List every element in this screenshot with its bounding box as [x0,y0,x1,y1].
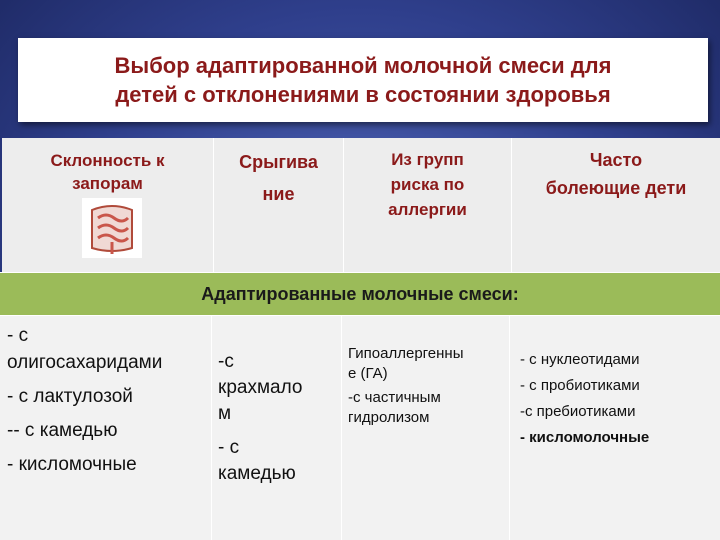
list-item: -с крахмало м [218,351,303,424]
section-heading-band [0,272,720,316]
list-item: - кисломолочные [520,429,650,446]
list-item: - с нуклеотидами [520,351,640,368]
list-item: Гипоаллергенны е (ГА) [348,345,464,382]
intestine-icon [82,198,142,258]
list-item: - кисломочные [7,454,137,475]
column-allergy-risk [342,316,510,540]
list-item: - с лактулозой [7,386,133,407]
column-frequently-ill [510,316,720,540]
category-allergy-risk [344,138,512,272]
list-item: -- с камедью [7,420,118,441]
list-item: -с пребиотиками [520,403,636,420]
category-label: Из групп риска по аллергии [388,150,467,219]
column-constipation [0,316,212,540]
category-label: Срыгива ние [239,152,318,204]
title-box [18,38,708,122]
list-item: - с камедью [218,437,296,484]
list-item: - с олигосахаридами [7,325,163,373]
list-item: -с частичным гидролизом [348,389,441,426]
section-heading: Адаптированные молочные смеси: [201,283,519,304]
column-regurgitation [212,316,342,540]
page-title-line-1: Выбор адаптированной молочной смеси для [114,53,612,78]
list-item: - с пробиотиками [520,377,640,394]
formula-types-row [0,316,720,540]
category-constipation [2,138,214,272]
category-label: Склонность к запорам [50,151,165,193]
category-row [2,138,720,272]
page-title-line-2: детей с отклонениями в состоянии здоровья [115,82,611,107]
category-label: Часто болеющие дети [545,150,687,198]
category-regurgitation [214,138,344,272]
category-frequently-ill [512,138,720,272]
